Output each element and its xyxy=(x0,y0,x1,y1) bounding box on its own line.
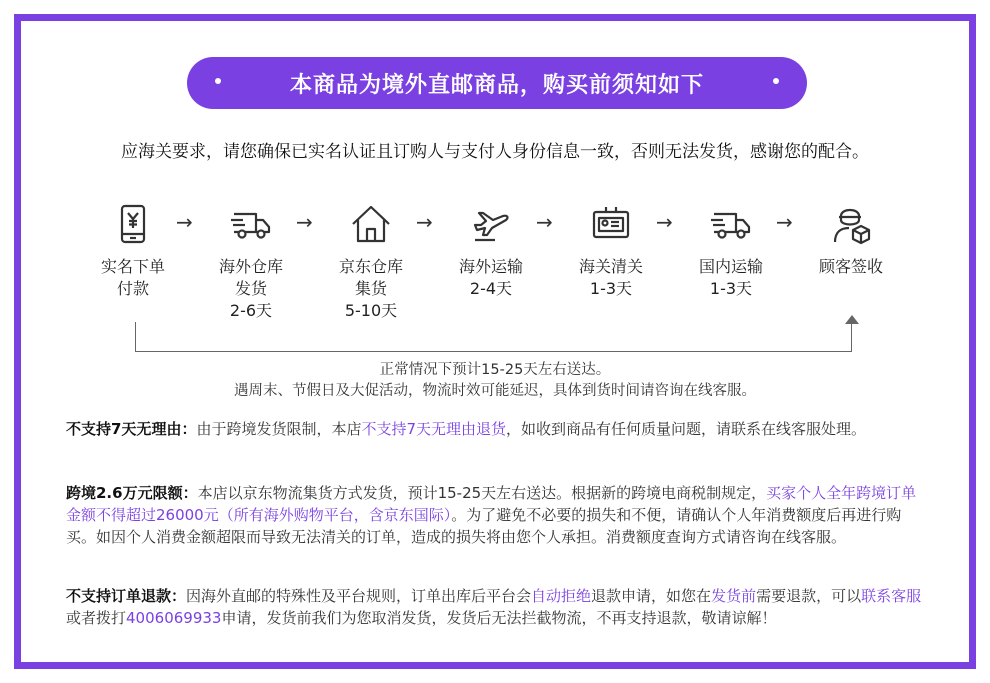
policy-highlight: 买家个人全年跨境订单金额不得超过26000元（所有海外购物平台，含京东国际） xyxy=(66,484,917,524)
hotline-number[interactable]: 4006069933 xyxy=(126,609,222,627)
step-jd-warehouse xyxy=(316,200,426,322)
shipping-flow xyxy=(78,200,918,330)
policy-text: 由于跨境发货限制，本店 xyxy=(196,420,362,438)
policy-limit xyxy=(66,482,926,548)
step-label: 实名下单 付款 xyxy=(100,257,165,298)
title-banner xyxy=(187,57,807,109)
step-customer-receipt xyxy=(796,200,906,278)
estimate-line: 正常情况下预计15-25天左右送达。 xyxy=(379,362,611,378)
step-label: 国内运输 1-3天 xyxy=(698,257,763,298)
policy-no-return xyxy=(66,418,926,440)
customer-package-icon xyxy=(796,200,906,248)
policy-text: 或者拨打 xyxy=(66,609,127,627)
policy-highlight: 自动拒绝 xyxy=(531,587,592,605)
up-arrow-icon xyxy=(845,315,859,324)
airplane-icon xyxy=(436,200,546,248)
policy-heading: 不支持7天无理由： xyxy=(66,420,197,438)
step-overseas-transport xyxy=(436,200,546,300)
policy-refund xyxy=(66,585,926,629)
policy-highlight: 发货前 xyxy=(711,587,757,605)
step-label: 海关清关 1-3天 xyxy=(578,257,643,298)
step-customs-clearance xyxy=(556,200,666,300)
delivery-truck-icon xyxy=(676,200,786,248)
flow-arrow: → xyxy=(776,210,793,234)
policy-text: 需要退款，可以 xyxy=(756,587,862,605)
policy-heading: 不支持订单退款： xyxy=(66,587,187,605)
banner-dot-right xyxy=(773,78,779,84)
policy-text: 因海外直邮的特殊性及平台规则，订单出库后平台会 xyxy=(186,587,532,605)
flow-bracket xyxy=(135,322,852,352)
policy-text: 。为了避免不必要的损失和不便，请确认个人年消费额度后再进行购买。如因个人消费金额超限而导致无法清关的订单，造成的损失将由您个人承担。消费额度查询方式请咨询在线客服。 xyxy=(66,506,902,546)
banner-dot-left xyxy=(215,78,221,84)
step-label: 海外运输 2-4天 xyxy=(458,257,523,298)
step-overseas-warehouse xyxy=(196,200,306,322)
flow-arrow: → xyxy=(656,210,673,234)
banner-title: 本商品为境外直邮商品，购买前须知如下 xyxy=(289,72,704,98)
step-domestic-transport xyxy=(676,200,786,300)
phone-yuan-icon xyxy=(78,200,188,248)
step-label: 顾客签收 xyxy=(818,257,883,276)
flow-arrow: → xyxy=(536,210,553,234)
step-label: 京东仓库 集货 5-10天 xyxy=(338,257,403,320)
delivery-estimate xyxy=(0,360,990,402)
policy-text: 退款申请，如您在 xyxy=(591,587,712,605)
flow-arrow: → xyxy=(416,210,433,234)
flow-arrow: → xyxy=(296,210,313,234)
house-icon xyxy=(316,200,426,248)
delay-note: 遇周末、节假日及大促活动，物流时效可能延迟，具体到货时间请咨询在线客服。 xyxy=(234,383,756,399)
delivery-truck-icon xyxy=(196,200,306,248)
flow-arrow: → xyxy=(176,210,193,234)
customs-notice: 应海关要求，请您确保已实名认证且订购人与支付人身份信息一致，否则无法发货，感谢您的配合。 xyxy=(121,142,869,162)
step-label: 海外仓库 发货 2-6天 xyxy=(218,257,283,320)
customs-id-card-icon xyxy=(556,200,666,248)
policy-highlight: 不支持7天无理由退货 xyxy=(361,420,507,438)
policy-heading: 跨境2.6万元限额： xyxy=(66,484,198,502)
policy-text: 申请，发货前我们为您取消发货，发货后无法拦截物流，不再支持退款，敬请谅解！ xyxy=(221,609,777,627)
policy-text: 本店以京东物流集货方式发货，预计15-25天左右送达。根据新的跨境电商税制规定， xyxy=(197,484,767,502)
policy-text: ，如收到商品有任何质量问题，请联系在线客服处理。 xyxy=(506,420,867,438)
step-order-payment xyxy=(78,200,188,300)
contact-service-link[interactable]: 联系客服 xyxy=(861,587,922,605)
